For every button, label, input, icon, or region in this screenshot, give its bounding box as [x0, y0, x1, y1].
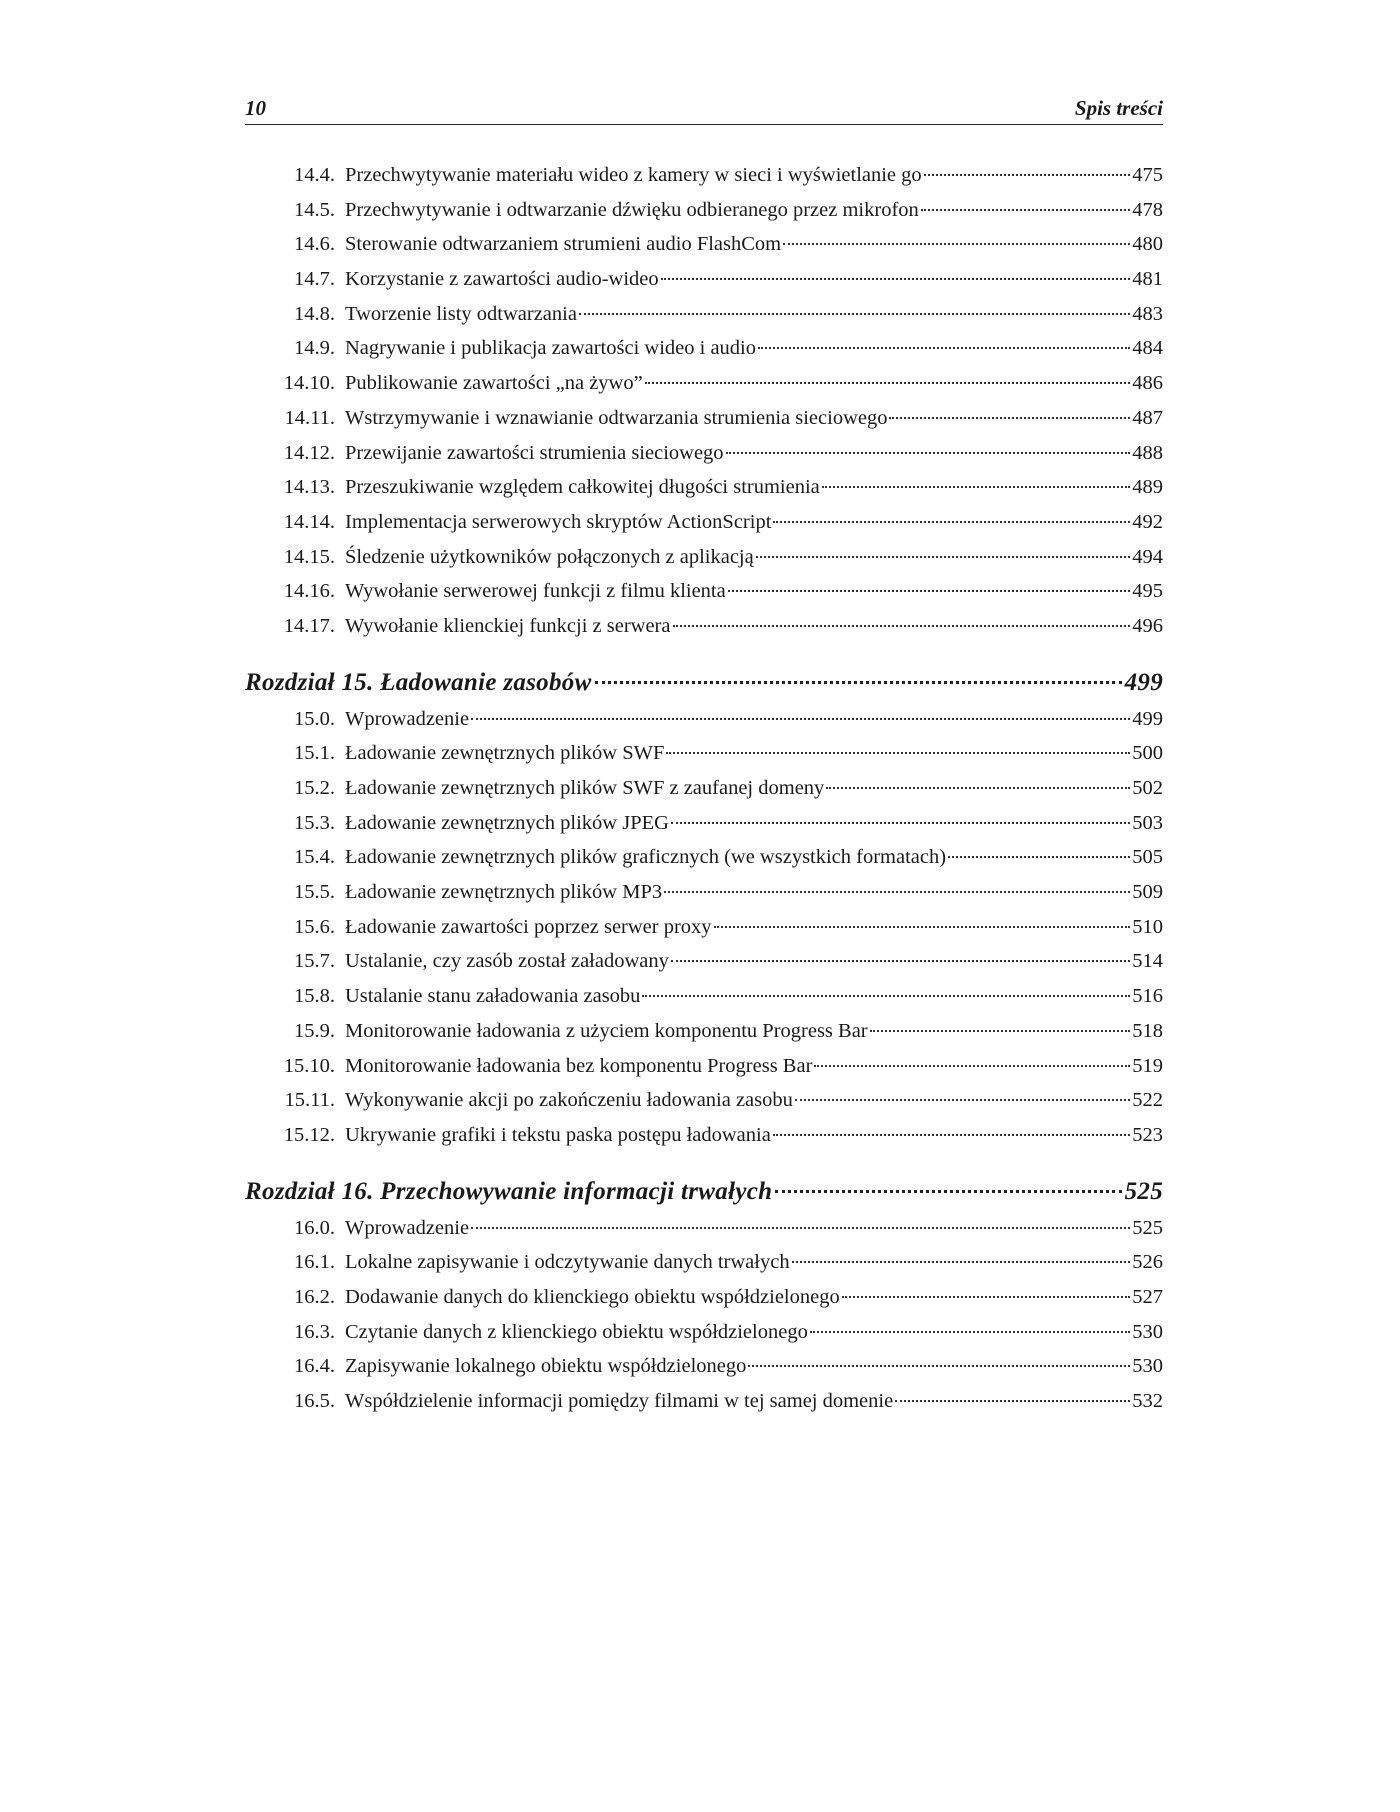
- dot-leader: [756, 556, 1131, 558]
- entry-page-number: 487: [1132, 406, 1163, 429]
- entry-page-number: 523: [1132, 1123, 1163, 1146]
- toc-entry: [245, 1211, 1163, 1246]
- entry-title: Nagrywanie i publikacja zawartości wideo i audio: [345, 337, 756, 360]
- dot-leader: [758, 347, 1130, 349]
- entry-page-number: 510: [1132, 915, 1163, 938]
- dot-leader: [728, 590, 1131, 592]
- entry-title: Przechwytywanie materiału wideo z kamery w sieci i wyświetlanie go: [345, 164, 922, 186]
- entry-number: 16.1.: [294, 1251, 335, 1274]
- entry-page-number: 481: [1132, 268, 1163, 291]
- dot-leader: [870, 1030, 1131, 1032]
- toc-entry: [245, 736, 1163, 771]
- entry-number: 15.8.: [294, 985, 335, 1008]
- entry-number: 15.11.: [284, 1089, 335, 1112]
- dot-leader: [773, 521, 1130, 523]
- entry-title: Wprowadzenie: [345, 1216, 470, 1239]
- entry-number: 15.1.: [294, 742, 335, 765]
- toc-entry: [245, 771, 1163, 806]
- entry-title: Monitorowanie ładowania bez komponentu Progress Bar: [345, 1054, 813, 1077]
- entry-page-number: 478: [1132, 198, 1163, 221]
- dot-leader: [671, 960, 1130, 962]
- entry-page-number: 503: [1132, 811, 1163, 834]
- dot-leader: [795, 1099, 1130, 1101]
- toc-entry: [245, 875, 1163, 910]
- toc-entry: [245, 1280, 1163, 1315]
- entry-number: 14.16.: [283, 580, 335, 603]
- entry-page-number: 496: [1132, 614, 1163, 637]
- entry-title: Ładowanie zewnętrznych plików JPEG: [345, 811, 669, 834]
- dot-leader: [826, 787, 1130, 789]
- entry-page-number: 505: [1132, 846, 1163, 869]
- dot-leader: [471, 1227, 1130, 1229]
- entry-title: Wprowadzenie: [345, 707, 470, 730]
- entry-number: 14.5.: [294, 198, 335, 221]
- toc-entry: [245, 840, 1163, 875]
- entry-number: 15.7.: [294, 950, 335, 973]
- dot-leader: [775, 1190, 1121, 1193]
- page-header: [245, 96, 1163, 125]
- dot-leader: [595, 681, 1122, 684]
- toc-entry: [245, 1245, 1163, 1280]
- toc-entry: [245, 540, 1163, 575]
- entry-page-number: 522: [1132, 1089, 1163, 1112]
- toc-entry: [245, 1349, 1163, 1384]
- entry-title: Wywołanie serwerowej funkcji z filmu klienta: [345, 580, 726, 603]
- entry-number: 16.5.: [294, 1390, 335, 1412]
- entry-page-number: 484: [1132, 337, 1163, 360]
- entry-page-number: 530: [1132, 1320, 1163, 1343]
- dot-leader: [671, 822, 1130, 824]
- entry-number: 14.11.: [284, 406, 335, 429]
- dot-leader: [673, 625, 1131, 627]
- toc-entry: [245, 331, 1163, 366]
- toc-entry: [245, 366, 1163, 401]
- entry-number: 14.13.: [283, 476, 335, 499]
- entry-page-number: 499: [1132, 707, 1163, 730]
- entry-number: 15.0.: [294, 707, 335, 730]
- toc-entry: [245, 505, 1163, 540]
- entry-number: 15.4.: [294, 846, 335, 869]
- toc-entry: [245, 158, 1163, 193]
- entry-page-number: 475: [1132, 164, 1163, 186]
- entry-page-number: 530: [1132, 1355, 1163, 1378]
- entry-number: 16.0.: [294, 1216, 335, 1239]
- entry-page-number: 486: [1132, 372, 1163, 395]
- entry-number: 14.14.: [283, 510, 335, 533]
- toc-entry: [245, 227, 1163, 262]
- dot-leader: [726, 452, 1131, 454]
- entry-title: Ładowanie zewnętrznych plików MP3: [345, 881, 663, 904]
- entry-page-number: 516: [1132, 985, 1163, 1008]
- entry-title: Czytanie danych z klienckiego obiektu współdzielonego: [345, 1320, 808, 1343]
- entry-number: 14.12.: [283, 441, 335, 464]
- dot-leader: [822, 486, 1130, 488]
- toc-entry: [245, 1384, 1163, 1419]
- toc-entry: [245, 436, 1163, 471]
- entry-title: Publikowanie zawartości „na żywo”: [345, 372, 643, 395]
- entry-page-number: 518: [1132, 1019, 1163, 1042]
- toc-entry: [245, 609, 1163, 644]
- toc-entry: [245, 1049, 1163, 1084]
- entry-title: Ładowanie zewnętrznych plików SWF: [345, 742, 665, 765]
- entry-title: Ustalanie, czy zasób został załadowany: [345, 950, 669, 973]
- entry-title: Korzystanie z zawartości audio-wideo: [345, 268, 659, 291]
- entry-title: Współdzielenie informacji pomiędzy filmami w tej samej domenie: [345, 1390, 894, 1412]
- entry-page-number: 494: [1132, 545, 1163, 568]
- entry-title: Monitorowanie ładowania z użyciem komponentu Progress Bar: [345, 1019, 868, 1042]
- entry-title: Ukrywanie grafiki i tekstu paska postępu ładowania: [345, 1123, 771, 1146]
- entry-title: Śledzenie użytkowników połączonych z aplikacją: [345, 545, 754, 568]
- dot-leader: [579, 313, 1130, 315]
- toc-entry: [245, 1118, 1163, 1153]
- entry-page-number: 525: [1132, 1216, 1163, 1239]
- entry-page-number: 492: [1132, 510, 1163, 533]
- entry-title: Przechwytywanie i odtwarzanie dźwięku odbieranego przez mikrofon: [345, 198, 919, 221]
- toc-entry: [245, 702, 1163, 737]
- entry-title: Dodawanie danych do klienckiego obiektu współdzielonego: [345, 1285, 840, 1308]
- entry-title: Przeszukiwanie względem całkowitej długości strumienia: [345, 476, 820, 499]
- dot-leader: [773, 1134, 1130, 1136]
- dot-leader: [948, 856, 1130, 858]
- entry-title: Ładowanie zewnętrznych plików SWF z zaufanej domeny: [345, 777, 825, 799]
- entry-page-number: 500: [1132, 742, 1163, 765]
- entry-title: Sterowanie odtwarzaniem strumieni audio FlashCom: [345, 233, 782, 256]
- entry-number: 16.4.: [294, 1355, 335, 1378]
- toc-entry: [245, 1315, 1163, 1350]
- toc-entry: [245, 1014, 1163, 1049]
- entry-number: 15.5.: [294, 881, 335, 904]
- entry-page-number: 509: [1132, 881, 1163, 904]
- table-of-contents: [245, 158, 1163, 1419]
- dot-leader: [661, 278, 1131, 280]
- entry-number: 15.6.: [294, 915, 335, 938]
- toc-entry: [245, 944, 1163, 979]
- entry-title: Lokalne zapisywanie i odczytywanie danych trwałych: [345, 1251, 790, 1274]
- dot-leader: [471, 718, 1130, 720]
- running-title: Spis treści: [1074, 96, 1163, 120]
- entry-title: Ustalanie stanu załadowania zasobu: [345, 985, 641, 1008]
- dot-leader: [889, 417, 1130, 419]
- entry-number: 16.2.: [294, 1285, 335, 1308]
- entry-number: 15.3.: [294, 811, 335, 834]
- entry-number: 14.8.: [294, 302, 335, 325]
- chapter-title: Rozdział 15. Ładowanie zasobów: [245, 668, 592, 696]
- dot-leader: [895, 1400, 1130, 1402]
- entry-number: 15.10.: [283, 1054, 335, 1077]
- dot-leader: [814, 1065, 1130, 1067]
- dot-leader: [924, 174, 1131, 176]
- entry-number: 15.12.: [283, 1123, 335, 1146]
- dot-leader: [921, 209, 1130, 211]
- entry-title: Tworzenie listy odtwarzania: [345, 302, 577, 325]
- entry-title: Wywołanie klienckiej funkcji z serwera: [345, 614, 671, 637]
- dot-leader: [748, 1365, 1130, 1367]
- entry-title: Wstrzymywanie i wznawianie odtwarzania strumienia sieciowego: [345, 406, 888, 429]
- toc-entry: [245, 193, 1163, 228]
- toc-entry: [245, 401, 1163, 436]
- page-number: 10: [245, 96, 266, 120]
- entry-page-number: 519: [1132, 1054, 1163, 1077]
- entry-number: 16.3.: [294, 1320, 335, 1343]
- entry-number: 14.15.: [283, 545, 335, 568]
- entry-title: Ładowanie zawartości poprzez serwer proxy: [345, 915, 712, 938]
- entry-page-number: 495: [1132, 580, 1163, 603]
- toc-chapter: [245, 1173, 1163, 1211]
- entry-page-number: 526: [1132, 1251, 1163, 1274]
- toc-entry: [245, 1083, 1163, 1118]
- dot-leader: [664, 891, 1130, 893]
- dot-leader: [810, 1331, 1130, 1333]
- entry-number: 14.4.: [294, 164, 335, 186]
- dot-leader: [666, 752, 1130, 754]
- entry-page-number: 532: [1132, 1390, 1163, 1412]
- dot-leader: [842, 1296, 1131, 1298]
- entry-page-number: 489: [1132, 476, 1163, 499]
- chapter-title: Rozdział 16. Przechowywanie informacji trwałych: [245, 1177, 773, 1205]
- chapter-page-number: 499: [1124, 668, 1163, 696]
- entry-title: Wykonywanie akcji po zakończeniu ładowania zasobu: [345, 1089, 793, 1112]
- toc-entry: [245, 297, 1163, 332]
- entry-page-number: 480: [1132, 233, 1163, 256]
- dot-leader: [783, 243, 1130, 245]
- entry-title: Ładowanie zewnętrznych plików graficznych (we wszystkich formatach): [345, 846, 947, 869]
- toc-entry: [245, 574, 1163, 609]
- chapter-page-number: 525: [1124, 1177, 1163, 1205]
- entry-title: Zapisywanie lokalnego obiektu współdzielonego: [345, 1355, 747, 1378]
- dot-leader: [642, 995, 1130, 997]
- entry-number: 14.10.: [283, 372, 335, 395]
- dot-leader: [792, 1261, 1131, 1263]
- entry-page-number: 502: [1132, 777, 1163, 799]
- entry-page-number: 514: [1132, 950, 1163, 973]
- entry-page-number: 488: [1132, 441, 1163, 464]
- toc-entry: [245, 470, 1163, 505]
- entry-title: Implementacja serwerowych skryptów ActionScript: [345, 510, 772, 533]
- toc-chapter: [245, 664, 1163, 702]
- entry-number: 14.6.: [294, 233, 335, 256]
- entry-number: 14.7.: [294, 268, 335, 291]
- entry-title: Przewijanie zawartości strumienia sieciowego: [345, 441, 724, 464]
- entry-number: 15.9.: [294, 1019, 335, 1042]
- toc-entry: [245, 262, 1163, 297]
- toc-entry: [245, 910, 1163, 945]
- toc-entry: [245, 979, 1163, 1014]
- entry-number: 14.17.: [283, 614, 335, 637]
- dot-leader: [645, 382, 1131, 384]
- entry-page-number: 527: [1132, 1285, 1163, 1308]
- entry-number: 14.9.: [294, 337, 335, 360]
- dot-leader: [714, 926, 1131, 928]
- toc-entry: [245, 806, 1163, 841]
- entry-page-number: 483: [1132, 302, 1163, 325]
- entry-number: 15.2.: [294, 777, 335, 799]
